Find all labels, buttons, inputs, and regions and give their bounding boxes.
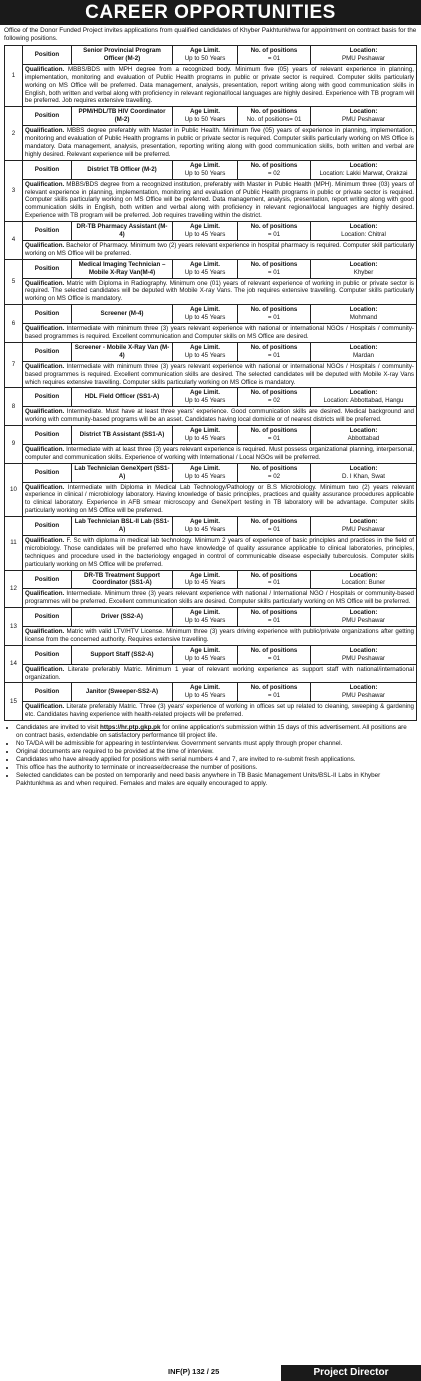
qualification-text: Qualification. Intermediate. Minimum three (3) years relevant experience with national / International NGO / Hospitals or community-based programmes will be preferred. Excellent communication skills are desired. Computer skills particularly working on MS Office will be preferred. (23, 589, 417, 608)
job-qualification-row (5, 627, 417, 646)
age-limit: Age Limit. Up to 45 Years (173, 259, 238, 278)
position-label: Position (23, 683, 72, 702)
positions-count: No. of positions = 01 (238, 608, 311, 627)
job-qualification-row (5, 324, 417, 343)
job-location: Location: PMU Peshawar (311, 107, 417, 126)
qualification-text: Qualification. Intermediate with Diploma in Medical Lab Technology/Pathology or B.S Microbiology. Minimum two (2) years relevant experience in clinical / microbiology laboratory. Having knowledge of basic principles, practices and quality assurance procedures applicable to clinical laboratory. Experience in AFB smear microscopy and GeneXpert testing in TB laboratory will be advantage. Computer skills particularly working on MS Office will be preferred. (23, 482, 417, 517)
age-limit: Age Limit. Up to 45 Years (173, 305, 238, 324)
position-label: Position (23, 160, 72, 179)
qualification-text: Qualification. Intermediate. Must have at least three years' experience. Good communication skills are desired. Medical background and working with community-based programs will be an asset. Candidates having local domicile or of nearest districts will be preferred. (23, 407, 417, 426)
job-location: Location: Abbottabad (311, 426, 417, 445)
job-qualification-row (5, 179, 417, 222)
qualification-text: Qualification. Literate preferably Matric. Minimum 1 year of relevant working experience as support staff with national/international organization. (23, 664, 417, 683)
positions-count: No. of positions = 02 (238, 388, 311, 407)
job-qualification-row (5, 126, 417, 161)
job-header-row (5, 46, 417, 65)
job-qualification-row (5, 535, 417, 570)
positions-count: No. of positions No. of positions= 01 (238, 107, 311, 126)
positions-count: No. of positions = 01 (238, 259, 311, 278)
position-label: Position (23, 222, 72, 241)
job-location: Location: Location: Lakki Marwat, Orakzai (311, 160, 417, 179)
qualification-text: Qualification. F. Sc with diploma in medical lab technology. Minimum 2 years of experience of basic principles and practices in the field of microbiology. Those candidates will be preferred who have knowledge of quality assurance applicable to clinical laboratories, principles, techniques and procedure used in the bacteriology engaged in control of communicable disease especially tuberculosis. Computer skills particularly working on MS Office will be preferred. (23, 535, 417, 570)
position-label: Position (23, 608, 72, 627)
apply-link[interactable]: https://hr.ptp.gkp.pk (100, 724, 161, 732)
position-title: Screener (M-4) (72, 305, 173, 324)
signatory: Project Director (281, 1365, 421, 1381)
note-resubmit: • Candidates who have already applied for positions with serial numbers 4 and 7, are invited to re-submit fresh applications. (16, 756, 415, 764)
serial-number: 4 (5, 222, 23, 260)
reference-number: INF(P) 132 / 25 (168, 1367, 220, 1376)
position-title: Lab Technician GeneXpert (SS1-A) (72, 463, 173, 482)
positions-count: No. of positions = 01 (238, 46, 311, 65)
job-header-row (5, 388, 417, 407)
qualification-text: Qualification. Intermediate with minimum three (3) years relevant experience with national or international NGOs / Hospitals / community-based programmes is required. Excellent communication and Computer skills on MS Office are desired. (23, 324, 417, 343)
serial-number: 12 (5, 570, 23, 608)
job-header-row (5, 107, 417, 126)
note-posting: • Selected candidates can be posted on temporarily and need basis anywhere in TB Basic Management Units/BSL-II Labs in Khyber Pakhtunkhwa as and when required. Females and males are equally encouraged to apply. (16, 772, 415, 788)
serial-number: 2 (5, 107, 23, 160)
job-qualification-row (5, 482, 417, 517)
job-location: Location: Location: Chitral (311, 222, 417, 241)
age-limit: Age Limit. Up to 45 Years (173, 426, 238, 445)
position-title: District TB Assistant (SS1-A) (72, 426, 173, 445)
serial-number: 15 (5, 683, 23, 721)
job-qualification-row (5, 589, 417, 608)
job-qualification-row (5, 664, 417, 683)
qualification-text: Qualification. MBBS/BDS degree from a recognized institution, preferably with Master in Public Health (MPH). Minimum three (03) years of relevant experience in planning, implementation, monitoring and evaluation of Public Health programs in public or private sector is required. Computer skills particularly working on MS Office will be preferred. Data management, analysis, presentation, report writing along with good communication skills in English, both written and verbal along with proficiency in relevant regional/local languages are highly desired. Experience with TB program will be preferred. Job requires travelling within the district. (23, 179, 417, 222)
footer (0, 1365, 421, 1381)
job-header-row (5, 305, 417, 324)
positions-count: No. of positions = 01 (238, 683, 311, 702)
position-label: Position (23, 305, 72, 324)
qualification-text: Qualification. Bachelor of Pharmacy. Minimum two (2) years relevant experience in hospital pharmacy is required. Computer skill particularly working on MS Office will be preferred. (23, 240, 417, 259)
position-label: Position (23, 46, 72, 65)
job-header-row (5, 259, 417, 278)
serial-number: 14 (5, 645, 23, 683)
position-title: Medical Imaging Technician – Mobile X-Ray Van(M-4) (72, 259, 173, 278)
serial-number: 8 (5, 388, 23, 426)
job-qualification-row (5, 64, 417, 107)
position-title: PPM/HDL/TB HIV Coordinator (M-2) (72, 107, 173, 126)
position-label: Position (23, 426, 72, 445)
position-label: Position (23, 342, 72, 361)
serial-number: 13 (5, 608, 23, 646)
job-header-row (5, 517, 417, 536)
serial-number: 6 (5, 305, 23, 343)
age-limit: Age Limit. Up to 45 Years (173, 222, 238, 241)
job-header-row (5, 570, 417, 589)
age-limit: Age Limit. Up to 45 Years (173, 608, 238, 627)
qualification-text: Qualification. Intermediate with minimum three (3) years relevant experience with national or international NGOs / Hospitals / community-based programmes is required. Excellent communication skills are desired. The selected candidates will be deputed with Mobile X-ray Vans which requires extensive travelling. Computer skills particularly working on MS Office is mandatory. (23, 361, 417, 388)
serial-number: 3 (5, 160, 23, 221)
job-location: Location: Mohmand (311, 305, 417, 324)
position-label: Position (23, 259, 72, 278)
job-qualification-row (5, 240, 417, 259)
position-title: Support Staff (SS2-A) (72, 645, 173, 664)
position-title: DR-TB Pharmacy Assistant (M-4) (72, 222, 173, 241)
position-title: Lab Technician BSL-II Lab (SS1-A) (72, 517, 173, 536)
note-authority: • This office has the authority to terminate or increase/decrease the number of positions. (16, 764, 415, 772)
serial-number: 11 (5, 517, 23, 570)
job-header-row (5, 463, 417, 482)
job-header-row (5, 160, 417, 179)
job-location: Location: Location: Buner (311, 570, 417, 589)
position-title: Screener - Mobile X-Ray Van (M-4) (72, 342, 173, 361)
age-limit: Age Limit. Up to 45 Years (173, 570, 238, 589)
serial-number: 9 (5, 426, 23, 464)
position-title: Driver (SS2-A) (72, 608, 173, 627)
position-title: District TB Officer (M-2) (72, 160, 173, 179)
qualification-text: Qualification. MBBS/BDS with MPH degree from a recognized body. Minimum five (05) years of relevant experience in planning, implementation, monitoring and evaluation of Public Health programs in public or private sector is required. Computer skills particularly working on MS Office will be preferred. Data management, analysis, presentation, report writing along with good communication skills in English, both written and verbal along with proficiency in relevant regional/local languages are highly desired. Experience with TB program will be preferred. Job requires extensive travelling. (23, 64, 417, 107)
position-label: Position (23, 517, 72, 536)
job-header-row (5, 342, 417, 361)
position-label: Position (23, 570, 72, 589)
qualification-text: Qualification. Intermediate with at least three (3) years relevant experience is required. Must possess organizational planning, interpersonal, computer and communication skills. Experience of working with International / Local NGOs will be preferred. (23, 444, 417, 463)
position-label: Position (23, 388, 72, 407)
positions-count: No. of positions = 01 (238, 426, 311, 445)
qualification-text: Qualification. Matric with Diploma in Radiography. Minimum one (01) years of relevant experience of working in public or private sector is required. The selected candidates will be deputed with Mobile X-ray Vans. The job requires extensive travelling. Computer skills particularly working on MS Office is mandatory. (23, 278, 417, 305)
position-title: DR-TB Treatment Support Coordinator (SS1-A) (72, 570, 173, 589)
job-header-row (5, 222, 417, 241)
job-header-row (5, 426, 417, 445)
job-qualification-row (5, 361, 417, 388)
positions-count: No. of positions = 02 (238, 463, 311, 482)
serial-number: 10 (5, 463, 23, 516)
positions-table (4, 45, 417, 721)
qualification-text: Qualification. MBBS degree preferably with Master in Public Health. Minimum five (05) years of experience in planning, implementation, monitoring and evaluation of Public Health programs in public or private sector is required. Computer skills particularly working on MS Office is mandatory. Data management, analysis, presentation, reporting writing along with good communication skills, both written and verbal are highly desired. Relevant experience will be preferred. (23, 126, 417, 161)
age-limit: Age Limit. Up to 45 Years (173, 645, 238, 664)
job-qualification-row (5, 407, 417, 426)
job-location: Location: PMU Peshawar (311, 46, 417, 65)
positions-count: No. of positions = 01 (238, 517, 311, 536)
job-location: Location: PMU Peshawar (311, 683, 417, 702)
position-title: Janitor (Sweeper-SS2-A) (72, 683, 173, 702)
notes-list (6, 724, 415, 788)
age-limit: Age Limit. Up to 50 Years (173, 160, 238, 179)
note-apply-online: • Candidates are invited to visit https://hr.ptp.gkp.pk for online application's submission within 15 days of this advertisement. All positions are on contract basis, extendable on satisfactory performance till project life. (16, 724, 415, 740)
job-location: Location: PMU Peshawar (311, 517, 417, 536)
positions-count: No. of positions = 02 (238, 160, 311, 179)
job-location: Location: PMU Peshawar (311, 608, 417, 627)
page-title: CAREER OPPORTUNITIES (0, 0, 421, 25)
age-limit: Age Limit. Up to 50 Years (173, 46, 238, 65)
job-location: Location: Location: Abbottabad, Hangu (311, 388, 417, 407)
age-limit: Age Limit. Up to 50 Years (173, 107, 238, 126)
positions-count: No. of positions = 01 (238, 645, 311, 664)
position-title: HDL Field Officer (SS1-A) (72, 388, 173, 407)
qualification-text: Qualification. Literate preferably Matric. Three (3) years' experience of working in offices set up related to cleaning, sweeping & gardening etc. Candidates having experience with health-related projects will be preferred. (23, 702, 417, 721)
job-qualification-row (5, 444, 417, 463)
positions-count: No. of positions = 01 (238, 342, 311, 361)
job-location: Location: D. I Khan, Swat (311, 463, 417, 482)
job-location: Location: PMU Peshawar (311, 645, 417, 664)
note-documents: • Original documents are required to be provided at the time of interview. (16, 748, 415, 756)
age-limit: Age Limit. Up to 45 Years (173, 683, 238, 702)
positions-count: No. of positions = 01 (238, 222, 311, 241)
age-limit: Age Limit. Up to 45 Years (173, 388, 238, 407)
age-limit: Age Limit. Up to 45 Years (173, 517, 238, 536)
intro-text: Office of the Donor Funded Project invites applications from qualified candidates of Khyber Pakhtunkhwa for appointment on contract basis for the following positions. (4, 27, 417, 42)
job-header-row (5, 683, 417, 702)
positions-count: No. of positions = 01 (238, 570, 311, 589)
job-header-row (5, 645, 417, 664)
position-title: Senior Provincial Program Officer (M-2) (72, 46, 173, 65)
serial-number: 1 (5, 46, 23, 107)
job-qualification-row (5, 278, 417, 305)
positions-count: No. of positions = 01 (238, 305, 311, 324)
job-header-row (5, 608, 417, 627)
serial-number: 7 (5, 342, 23, 388)
serial-number: 5 (5, 259, 23, 305)
job-qualification-row (5, 702, 417, 721)
qualification-text: Qualification. Matric with valid LTV/HTV License. Minimum three (3) years driving experience with public/private organizations after getting license from the concerned authority. Requires extensive travelling. (23, 627, 417, 646)
age-limit: Age Limit. Up to 45 Years (173, 342, 238, 361)
job-location: Location: Khyber (311, 259, 417, 278)
job-location: Location: Mardan (311, 342, 417, 361)
note-ta-da: • No TA/DA will be admissible for appearing in test/interview. Government servants must apply through proper channel. (16, 740, 415, 748)
position-label: Position (23, 645, 72, 664)
position-label: Position (23, 107, 72, 126)
age-limit: Age Limit. Up to 45 Years (173, 463, 238, 482)
position-label: Position (23, 463, 72, 482)
